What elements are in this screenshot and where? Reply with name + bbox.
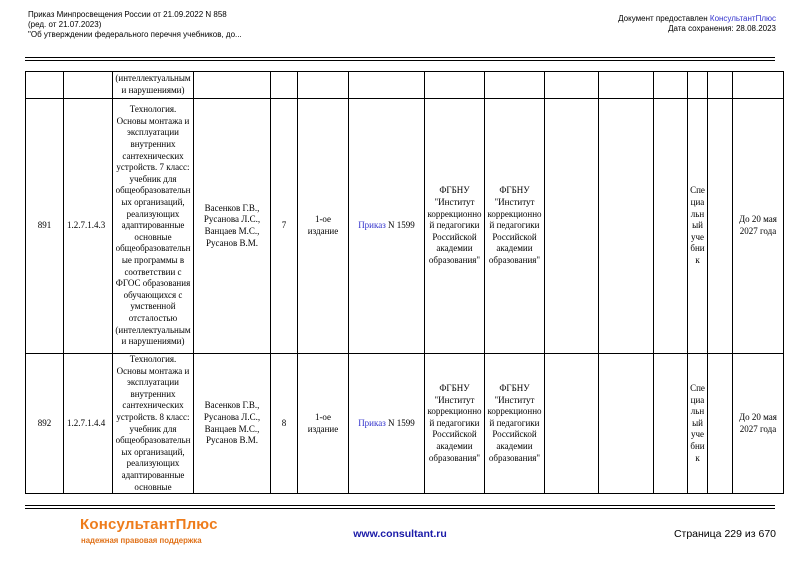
cell-expert-org-1: ФГБНУ "Институт коррекционной педагогики Российской академии образования" bbox=[425, 99, 485, 354]
logo-tagline: надежная правовая поддержка bbox=[81, 536, 202, 545]
cell-approval-order bbox=[349, 99, 425, 354]
document-header-info bbox=[28, 10, 242, 39]
cell-row-number: 891 bbox=[26, 99, 64, 354]
cell-empty bbox=[708, 99, 733, 354]
order-number: N 1599 bbox=[388, 417, 415, 428]
cell-empty bbox=[64, 72, 113, 99]
cell-empty bbox=[599, 72, 654, 99]
table-row-carryover bbox=[26, 72, 784, 99]
cell-special-textbook: Специальный учебник bbox=[688, 354, 708, 494]
order-link[interactable]: Приказ bbox=[358, 417, 386, 428]
cell-empty bbox=[599, 99, 654, 354]
cell-empty bbox=[545, 99, 599, 354]
cell-authors: Васенков Г.В., Русанова Л.С., Ванцаев М.С., Русанов В.М. bbox=[194, 354, 271, 494]
textbooks-table bbox=[25, 71, 784, 494]
save-date-text: Дата сохранения: 28.08.2023 bbox=[668, 23, 776, 33]
cell-empty bbox=[545, 354, 599, 494]
cell-empty bbox=[708, 72, 733, 99]
cell-empty bbox=[599, 354, 654, 494]
order-number: N 1599 bbox=[388, 220, 415, 231]
cell-valid-until: До 20 мая 2027 года bbox=[733, 99, 784, 354]
cell-special-textbook: Специальный учебник bbox=[688, 99, 708, 354]
cell-empty bbox=[298, 72, 349, 99]
cell-edition: 1-ое издание bbox=[298, 354, 349, 494]
cell-empty bbox=[26, 72, 64, 99]
cell-empty bbox=[545, 72, 599, 99]
footer-separator-line bbox=[25, 505, 775, 509]
table-row-891 bbox=[26, 99, 784, 354]
cell-title-tail: (интеллектуальными нарушениями) bbox=[113, 72, 194, 99]
cell-empty bbox=[425, 72, 485, 99]
cell-empty bbox=[654, 354, 688, 494]
consultantplus-link[interactable]: КонсультантПлюс bbox=[709, 14, 776, 23]
cell-grade: 8 bbox=[271, 354, 298, 494]
header-separator-line bbox=[25, 57, 775, 61]
provided-by-block bbox=[618, 14, 776, 34]
cell-authors: Васенков Г.В., Русанова Л.С., Ванцаев М.С., Русанов В.М. bbox=[194, 99, 271, 354]
cell-textbook-title: Технология. Основы монтажа и эксплуатации внутренних сантехнических устройств. 7 класс: учебник для общеобразовательных организаций, реализующих адаптированные основные общеобразовательные программы в соответствии с ФГОС образования обучающихся с умственной отсталостью (интеллектуальными нарушениями) bbox=[113, 99, 194, 354]
cell-fpu-code: 1.2.7.1.4.3 bbox=[64, 99, 113, 354]
cell-empty bbox=[485, 72, 545, 99]
cell-empty bbox=[733, 72, 784, 99]
cell-approval-order bbox=[349, 354, 425, 494]
doc-revision-line: (ред. от 21.07.2023) bbox=[28, 19, 102, 29]
cell-empty bbox=[654, 99, 688, 354]
cell-empty bbox=[271, 72, 298, 99]
cell-expert-org-1: ФГБНУ "Институт коррекционной педагогики Российской академии образования" bbox=[425, 354, 485, 494]
doc-subject-line: "Об утверждении федерального перечня учебников, до... bbox=[28, 29, 242, 39]
cell-expert-org-2: ФГБНУ "Институт коррекционной педагогики Российской академии образования" bbox=[485, 354, 545, 494]
provided-by-text: Документ предоставлен bbox=[618, 14, 708, 23]
table-row-892 bbox=[26, 354, 784, 494]
consultant-site-link[interactable]: www.consultant.ru bbox=[353, 528, 447, 540]
doc-title-line: Приказ Минпросвещения России от 21.09.2022 N 858 bbox=[28, 10, 227, 19]
cell-empty bbox=[708, 354, 733, 494]
cell-empty bbox=[654, 72, 688, 99]
order-link[interactable]: Приказ bbox=[358, 220, 386, 231]
page-number-indicator: Страница 229 из 670 bbox=[673, 528, 776, 540]
cell-expert-org-2: ФГБНУ "Институт коррекционной педагогики Российской академии образования" bbox=[485, 99, 545, 354]
cell-empty bbox=[349, 72, 425, 99]
cell-empty bbox=[194, 72, 271, 99]
provided-by-line bbox=[618, 14, 776, 24]
cell-empty bbox=[688, 72, 708, 99]
cell-row-number: 892 bbox=[26, 354, 64, 494]
cell-fpu-code: 1.2.7.1.4.4 bbox=[64, 354, 113, 494]
cell-textbook-title: Технология. Основы монтажа и эксплуатации внутренних сантехнических устройств. 8 класс: учебник для общеобразовательных организаций, реализующих адаптированные основные bbox=[113, 354, 194, 494]
cell-grade: 7 bbox=[271, 99, 298, 354]
cell-edition: 1-ое издание bbox=[298, 99, 349, 354]
cell-valid-until: До 20 мая 2027 года bbox=[733, 354, 784, 494]
consultantplus-logo: КонсультантПлюс bbox=[80, 516, 218, 533]
